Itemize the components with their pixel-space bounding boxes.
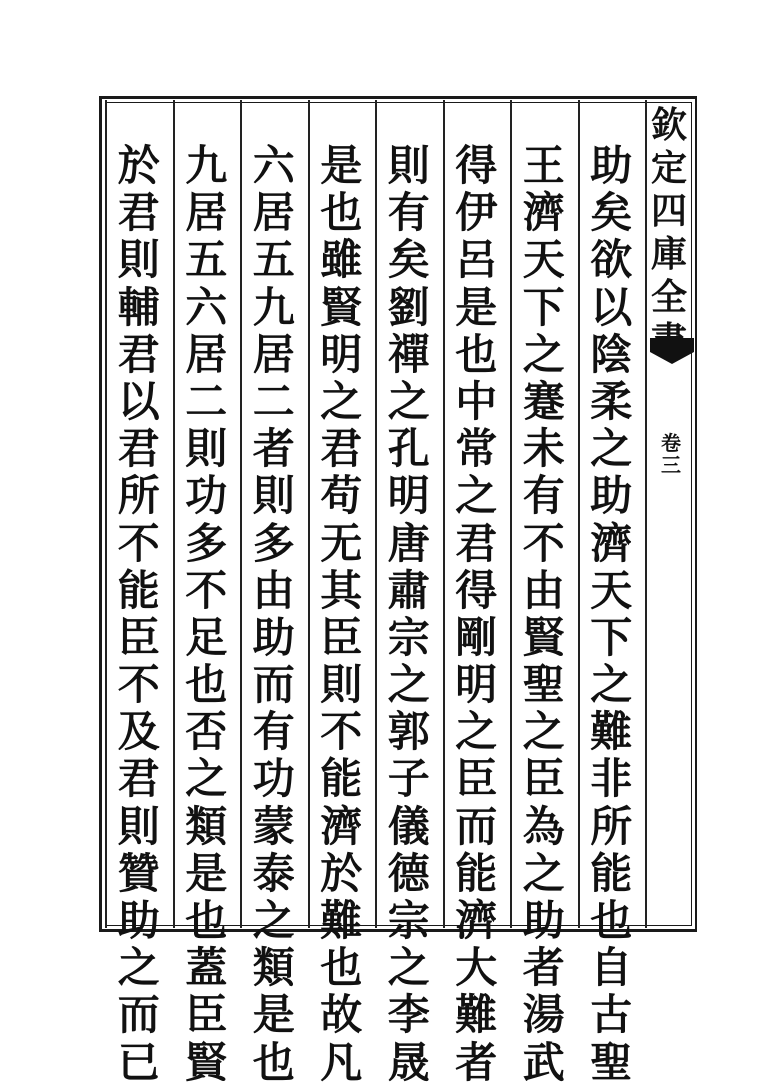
- text-column: [179, 142, 233, 1086]
- column-char: 為: [522, 801, 565, 851]
- text-column: [314, 142, 368, 1086]
- column-char: 有: [522, 471, 565, 521]
- column-char: 其: [320, 565, 363, 615]
- column-char: 柔: [590, 376, 633, 426]
- column-char: 功: [185, 471, 228, 521]
- column-char: 所: [590, 801, 633, 851]
- column-char: 而: [455, 801, 498, 851]
- column-char: 之: [522, 848, 565, 898]
- column-char: 濟: [522, 188, 565, 238]
- column-char: 能: [320, 754, 363, 804]
- column-char: 禪: [387, 329, 430, 379]
- column-char: 濟: [455, 896, 498, 945]
- column-char: 濟: [590, 518, 633, 568]
- column-char: 之: [252, 896, 295, 945]
- column-char: 而: [252, 660, 295, 710]
- column-char: 下: [522, 282, 565, 332]
- column-char: 李: [387, 990, 430, 1040]
- column-char: 泰: [252, 848, 295, 898]
- column-char: 者: [252, 424, 295, 474]
- column-char: 贊: [117, 848, 160, 898]
- column-char: 君: [117, 754, 160, 804]
- text-column: [112, 142, 166, 1086]
- column-char: 居: [185, 329, 228, 379]
- column-char: 輔: [117, 282, 160, 332]
- column-char: 助: [117, 896, 160, 945]
- column-char: 明: [387, 471, 430, 521]
- column-char: 武: [522, 1037, 565, 1087]
- column-char: 聖: [522, 660, 565, 710]
- column-char: 君: [117, 188, 160, 238]
- column-char: 也: [455, 329, 498, 379]
- column-char: 是: [455, 282, 498, 332]
- column-char: 矣: [387, 235, 430, 285]
- column-char: 之: [387, 376, 430, 426]
- column-char: 天: [522, 235, 565, 285]
- column-char: 也: [590, 896, 633, 945]
- column-char: 臣: [185, 990, 228, 1040]
- text-column: [584, 142, 638, 1086]
- column-char: 伊: [455, 188, 498, 238]
- column-divider: [578, 100, 580, 928]
- column-char: 臣: [455, 754, 498, 804]
- fishtail-wedge: [650, 352, 694, 364]
- column-char: 有: [252, 707, 295, 757]
- column-divider: [375, 100, 377, 928]
- column-char: 則: [117, 801, 160, 851]
- column-char: 郭: [387, 707, 430, 757]
- column-char: 君: [320, 424, 363, 474]
- column-char: 之: [522, 707, 565, 757]
- column-char: 則: [252, 471, 295, 521]
- column-char: 臣: [320, 612, 363, 662]
- column-divider: [308, 100, 310, 928]
- column-char: 賢: [185, 1037, 228, 1087]
- column-char: 也: [252, 1037, 295, 1087]
- column-char: 及: [117, 707, 160, 757]
- column-char: 居: [252, 188, 295, 238]
- column-char: 得: [455, 141, 498, 190]
- column-char: 所: [117, 471, 160, 521]
- column-char: 六: [252, 141, 295, 190]
- column-char: 難: [455, 990, 498, 1040]
- column-char: 則: [185, 424, 228, 474]
- column-char: 之: [387, 943, 430, 993]
- column-char: 難: [320, 896, 363, 945]
- column-char: 天: [590, 565, 633, 615]
- column-char: 儀: [387, 801, 430, 851]
- column-divider: [510, 100, 512, 928]
- column-char: 者: [522, 943, 565, 993]
- column-char: 不: [185, 565, 228, 615]
- column-char: 苟: [320, 471, 363, 521]
- column-char: 无: [320, 518, 363, 568]
- column-char: 常: [455, 424, 498, 474]
- column-char: 下: [590, 612, 633, 662]
- column-divider: [443, 100, 445, 928]
- margin-title-char: 四: [650, 190, 687, 232]
- column-char: 是: [320, 141, 363, 190]
- column-char: 晟: [387, 1037, 430, 1087]
- column-char: 之: [185, 754, 228, 804]
- column-char: 君: [117, 424, 160, 474]
- column-char: 能: [455, 848, 498, 898]
- column-char: 居: [185, 188, 228, 238]
- column-char: 則: [387, 141, 430, 190]
- column-char: 中: [455, 376, 498, 426]
- column-char: 九: [185, 141, 228, 190]
- column-char: 是: [252, 990, 295, 1040]
- column-char: 二: [252, 376, 295, 426]
- column-divider: [645, 100, 647, 928]
- column-char: 之: [455, 707, 498, 757]
- column-char: 欲: [590, 235, 633, 285]
- column-char: 之: [117, 943, 160, 993]
- column-char: 陰: [590, 329, 633, 379]
- column-char: 雖: [320, 235, 363, 285]
- column-char: 由: [252, 565, 295, 615]
- column-char: 孔: [387, 424, 430, 474]
- column-char: 呂: [455, 235, 498, 285]
- column-char: 於: [117, 141, 160, 190]
- column-char: 而: [117, 990, 160, 1040]
- margin-title-char: 欽: [650, 104, 687, 146]
- column-char: 於: [320, 848, 363, 898]
- column-char: 非: [590, 754, 633, 804]
- column-char: 不: [117, 518, 160, 568]
- column-char: 明: [320, 329, 363, 379]
- column-char: 未: [522, 424, 565, 474]
- column-char: 蒙: [252, 801, 295, 851]
- fishtail-bar: [650, 338, 694, 352]
- column-char: 大: [455, 943, 498, 993]
- column-char: 故: [320, 990, 363, 1040]
- column-char: 不: [320, 707, 363, 757]
- column-char: 二: [185, 376, 228, 426]
- column-char: 得: [455, 565, 498, 615]
- column-char: 賢: [320, 282, 363, 332]
- column-char: 剛: [455, 612, 498, 662]
- column-char: 之: [455, 471, 498, 521]
- column-char: 之: [590, 424, 633, 474]
- column-char: 難: [590, 707, 633, 757]
- column-char: 臣: [522, 754, 565, 804]
- text-column: [247, 142, 301, 1086]
- column-char: 也: [185, 896, 228, 945]
- column-char: 以: [117, 376, 160, 426]
- column-char: 宗: [387, 896, 430, 945]
- column-divider: [173, 100, 175, 928]
- column-char: 君: [455, 518, 498, 568]
- column-char: 賢: [522, 612, 565, 662]
- column-char: 助: [590, 471, 633, 521]
- column-char: 則: [320, 660, 363, 710]
- text-column: [382, 142, 436, 1086]
- column-char: 也: [185, 660, 228, 710]
- column-char: 王: [522, 141, 565, 190]
- column-char: 是: [185, 848, 228, 898]
- column-char: 矣: [590, 188, 633, 238]
- text-column: [449, 142, 503, 1086]
- column-char: 五: [185, 235, 228, 285]
- column-char: 之: [320, 376, 363, 426]
- column-char: 否: [185, 707, 228, 757]
- fishtail-mark: [650, 338, 694, 364]
- column-char: 足: [185, 612, 228, 662]
- column-divider: [105, 100, 107, 928]
- column-char: 蓋: [185, 943, 228, 993]
- text-column: [517, 142, 571, 1086]
- column-char: 助: [522, 896, 565, 945]
- column-char: 德: [387, 848, 430, 898]
- column-char: 助: [252, 612, 295, 662]
- column-char: 之: [590, 660, 633, 710]
- column-divider: [240, 100, 242, 928]
- column-char: 肅: [387, 565, 430, 615]
- column-char: 子: [387, 754, 430, 804]
- column-char: 湯: [522, 990, 565, 1040]
- margin-title-char: 定: [650, 147, 687, 189]
- column-char: 不: [117, 660, 160, 710]
- column-char: 居: [252, 329, 295, 379]
- column-char: 者: [455, 1037, 498, 1087]
- column-char: 類: [252, 943, 295, 993]
- column-char: 能: [590, 848, 633, 898]
- column-char: 類: [185, 801, 228, 851]
- column-char: 不: [522, 518, 565, 568]
- column-char: 能: [117, 565, 160, 615]
- column-char: 唐: [387, 518, 430, 568]
- column-char: 六: [185, 282, 228, 332]
- column-char: 凡: [320, 1037, 363, 1087]
- column-char: 五: [252, 235, 295, 285]
- column-char: 之: [387, 660, 430, 710]
- column-char: 多: [252, 518, 295, 568]
- column-char: 由: [522, 565, 565, 615]
- column-char: 宗: [387, 612, 430, 662]
- margin-title-char: 全: [650, 276, 687, 318]
- column-char: 明: [455, 660, 498, 710]
- column-char: 濟: [320, 801, 363, 851]
- column-char: 古: [590, 990, 633, 1040]
- column-char: 也: [320, 188, 363, 238]
- column-char: 功: [252, 754, 295, 804]
- column-char: 聖: [590, 1037, 633, 1087]
- column-char: 自: [590, 943, 633, 993]
- column-char: 之: [522, 329, 565, 379]
- margin-title-char: 庫: [650, 233, 687, 275]
- column-char: 已: [117, 1037, 160, 1087]
- volume-label: 卷三: [661, 431, 681, 477]
- column-char: 九: [252, 282, 295, 332]
- column-char: 也: [320, 943, 363, 993]
- margin-title: [646, 104, 692, 362]
- column-char: 蹇: [522, 376, 565, 426]
- column-char: 有: [387, 188, 430, 238]
- column-char: 助: [590, 141, 633, 190]
- column-char: 劉: [387, 282, 430, 332]
- column-char: 則: [117, 235, 160, 285]
- column-char: 以: [590, 282, 633, 332]
- column-char: 多: [185, 518, 228, 568]
- column-char: 臣: [117, 612, 160, 662]
- column-char: 君: [117, 329, 160, 379]
